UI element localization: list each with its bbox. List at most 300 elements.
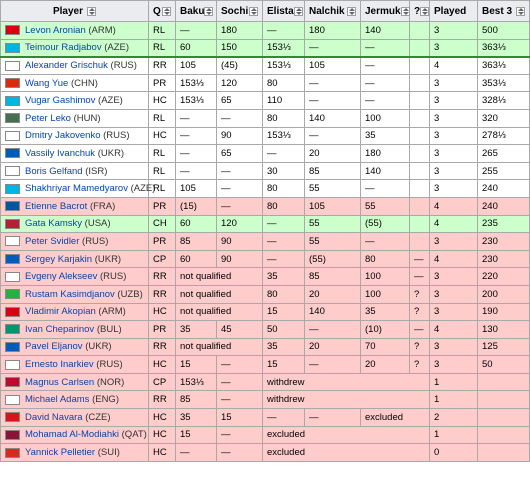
table-row: [1, 109, 530, 127]
qat-flag-icon: [5, 430, 20, 440]
played-cell: 3: [430, 127, 478, 145]
baku-cell: 60: [176, 39, 217, 57]
player-cell: [1, 338, 149, 356]
unknown-cell: —: [410, 321, 430, 339]
best3-cell: 328⅓: [478, 92, 530, 110]
q-cell: HC: [149, 356, 176, 374]
player-name: [25, 42, 129, 53]
nalchik-cell: —: [305, 409, 361, 427]
table-row: [1, 145, 530, 163]
player-link[interactable]: Levon Aronian: [25, 24, 86, 36]
player-name: [25, 218, 111, 229]
table-row: [1, 373, 530, 391]
jermuk-cell: 100: [361, 285, 410, 303]
table-row: [1, 39, 530, 57]
table-row: [1, 391, 530, 409]
unknown-cell: [410, 57, 430, 75]
nalchik-cell: 85: [305, 162, 361, 180]
nalchik-cell: 105: [305, 197, 361, 215]
player-cell: [1, 127, 149, 145]
country-code: (QAT): [121, 429, 147, 441]
player-link[interactable]: Wang Yue: [25, 77, 69, 89]
played-cell: 3: [430, 145, 478, 163]
country-code: (UKR): [85, 341, 112, 353]
player-cell: [1, 92, 149, 110]
player-cell: [1, 162, 149, 180]
player-cell: [1, 356, 149, 374]
col-nalchik-label: Nalchik: [309, 5, 345, 17]
player-name: [25, 359, 123, 370]
nalchik-cell: 180: [305, 22, 361, 40]
q-cell: PR: [149, 233, 176, 251]
not-qualified-cell: not qualified: [176, 338, 263, 356]
q-cell: CP: [149, 250, 176, 268]
best3-cell: 265: [478, 145, 530, 163]
q-cell: CP: [149, 373, 176, 391]
player-cell: [1, 233, 149, 251]
baku-cell: —: [176, 145, 217, 163]
jermuk-cell: 80: [361, 250, 410, 268]
player-cell: [1, 109, 149, 127]
baku-cell: 60: [176, 215, 217, 233]
q-cell: PR: [149, 197, 176, 215]
col-q[interactable]: [149, 1, 176, 22]
player-cell: [1, 268, 149, 286]
player-name: [25, 377, 124, 388]
player-cell: [1, 197, 149, 215]
nalchik-cell: 20: [305, 285, 361, 303]
elista-cell: 50: [263, 321, 305, 339]
sochi-cell: —: [217, 391, 263, 409]
table-row: [1, 57, 530, 75]
withdrew-cell: withdrew: [263, 391, 430, 409]
table-row: [1, 215, 530, 233]
player-name: [25, 183, 155, 194]
baku-cell: 105: [176, 180, 217, 198]
baku-cell: —: [176, 22, 217, 40]
table-row: [1, 162, 530, 180]
q-cell: RL: [149, 109, 176, 127]
header-row: [1, 1, 530, 22]
played-cell: 3: [430, 303, 478, 321]
sochi-cell: 45: [217, 321, 263, 339]
played-cell: 3: [430, 92, 478, 110]
player-cell: [1, 145, 149, 163]
baku-cell: —: [176, 162, 217, 180]
baku-cell: —: [176, 444, 217, 462]
q-cell: HC: [149, 303, 176, 321]
ukr-flag-icon: [5, 342, 20, 352]
unknown-cell: —: [410, 250, 430, 268]
player-name: [25, 95, 123, 106]
player-name: [25, 271, 126, 282]
baku-cell: 105: [176, 57, 217, 75]
elista-cell: 110: [263, 92, 305, 110]
col-elista[interactable]: [263, 1, 305, 22]
player-cell: [1, 39, 149, 57]
best3-cell: 320: [478, 109, 530, 127]
played-cell: 0: [430, 444, 478, 462]
played-cell: 3: [430, 233, 478, 251]
sochi-cell: 90: [217, 127, 263, 145]
baku-cell: —: [176, 127, 217, 145]
player-link[interactable]: Vladimir Akopian: [25, 306, 96, 318]
played-cell: 3: [430, 39, 478, 57]
uzb-flag-icon: [5, 289, 20, 299]
jermuk-cell: 180: [361, 145, 410, 163]
baku-cell: (15): [176, 197, 217, 215]
sort-icon[interactable]: [420, 7, 429, 16]
played-cell: 3: [430, 109, 478, 127]
best3-cell: 130: [478, 321, 530, 339]
player-name: [25, 78, 98, 89]
jermuk-cell: 55: [361, 197, 410, 215]
country-code: (HUN): [73, 112, 101, 124]
sochi-cell: 65: [217, 92, 263, 110]
elista-cell: 35: [263, 338, 305, 356]
best3-cell: 240: [478, 197, 530, 215]
elista-cell: 35: [263, 268, 305, 286]
table-row: [1, 338, 530, 356]
sochi-cell: —: [217, 109, 263, 127]
fra-flag-icon: [5, 201, 20, 211]
sochi-cell: —: [217, 356, 263, 374]
played-cell: 2: [430, 409, 478, 427]
unknown-cell: ?: [410, 285, 430, 303]
country-code: (ARM): [88, 24, 116, 36]
player-name: [25, 289, 143, 300]
elista-cell: 15: [263, 356, 305, 374]
col-baku[interactable]: [176, 1, 217, 22]
played-cell: 3: [430, 162, 478, 180]
sort-icon[interactable]: [294, 7, 303, 16]
player-cell: [1, 57, 149, 75]
played-cell: 3: [430, 268, 478, 286]
player-link[interactable]: Pavel Eljanov: [25, 341, 83, 353]
best3-cell: 235: [478, 215, 530, 233]
aze-flag-icon: [5, 184, 20, 194]
best3-cell: 230: [478, 250, 530, 268]
player-link[interactable]: Ernesto Inarkiev: [25, 359, 94, 371]
jermuk-cell: —: [361, 233, 410, 251]
played-cell: 3: [430, 74, 478, 92]
sui-flag-icon: [5, 448, 20, 458]
hun-flag-icon: [5, 113, 20, 123]
player-link[interactable]: Sergey Karjakin: [25, 253, 93, 265]
baku-cell: 85: [176, 391, 217, 409]
sochi-cell: 150: [217, 39, 263, 57]
elista-cell: 80: [263, 180, 305, 198]
unknown-cell: [410, 180, 430, 198]
col-sochi-label: Sochi: [221, 5, 249, 17]
played-cell: 1: [430, 426, 478, 444]
jermuk-cell: 35: [361, 303, 410, 321]
sochi-cell: 15: [217, 409, 263, 427]
country-code: (AZE): [104, 42, 130, 54]
table-row: [1, 303, 530, 321]
sort-icon[interactable]: [401, 7, 410, 16]
nalchik-cell: 85: [305, 268, 361, 286]
sochi-cell: 180: [217, 22, 263, 40]
country-code: (USA): [84, 218, 111, 230]
q-cell: CH: [149, 215, 176, 233]
q-cell: RL: [149, 39, 176, 57]
elista-cell: 30: [263, 162, 305, 180]
player-cell: [1, 215, 149, 233]
aze-flag-icon: [5, 96, 20, 106]
best3-cell: [478, 391, 530, 409]
unknown-cell: [410, 145, 430, 163]
table-row: [1, 233, 530, 251]
sochi-cell: 90: [217, 233, 263, 251]
player-name: [25, 60, 137, 71]
player-cell: [1, 444, 149, 462]
country-code: (RUS): [103, 130, 130, 142]
player-link[interactable]: Michael Adams: [25, 394, 90, 406]
q-cell: RL: [149, 22, 176, 40]
player-link[interactable]: Evgeny Alekseev: [25, 271, 98, 283]
player-cell: [1, 426, 149, 444]
table-row: [1, 321, 530, 339]
col-jermuk-label: Jermuk: [365, 5, 401, 17]
sort-icon[interactable]: [516, 7, 525, 16]
not-qualified-cell: not qualified: [176, 303, 263, 321]
country-code: (RUS): [100, 271, 127, 283]
elista-cell: 153⅓: [263, 39, 305, 57]
elista-cell: 80: [263, 285, 305, 303]
baku-cell: —: [176, 109, 217, 127]
jermuk-cell: (55): [361, 215, 410, 233]
player-link[interactable]: Shakhriyar Mamedyarov: [25, 183, 128, 195]
elista-cell: —: [263, 409, 305, 427]
player-cell: [1, 250, 149, 268]
unknown-cell: ?: [410, 303, 430, 321]
player-name: [25, 341, 112, 352]
q-cell: HC: [149, 426, 176, 444]
country-code: (ARM): [98, 306, 126, 318]
player-cell: [1, 74, 149, 92]
bul-flag-icon: [5, 324, 20, 334]
country-code: (UKR): [94, 253, 122, 265]
baku-cell: 153⅓: [176, 74, 217, 92]
isr-flag-icon: [5, 166, 20, 176]
nalchik-cell: —: [305, 127, 361, 145]
player-link[interactable]: Ivan Cheparinov: [25, 323, 95, 335]
sochi-cell: 120: [217, 215, 263, 233]
best3-cell: 240: [478, 180, 530, 198]
baku-cell: 35: [176, 321, 217, 339]
player-link[interactable]: Magnus Carlsen: [25, 376, 95, 388]
q-cell: RR: [149, 57, 176, 75]
q-cell: RL: [149, 162, 176, 180]
sort-icon[interactable]: [87, 7, 96, 16]
col-played[interactable]: [430, 1, 478, 22]
jermuk-cell: 35: [361, 127, 410, 145]
player-link[interactable]: Alexander Grischuk: [25, 60, 108, 72]
table-row: [1, 74, 530, 92]
sochi-cell: 65: [217, 145, 263, 163]
rus-flag-icon: [5, 236, 20, 246]
nalchik-cell: 55: [305, 215, 361, 233]
table-row: [1, 268, 530, 286]
col-jermuk[interactable]: [361, 1, 410, 22]
cze-flag-icon: [5, 412, 20, 422]
player-cell: [1, 180, 156, 198]
ukr-flag-icon: [5, 254, 20, 264]
col-sochi[interactable]: [217, 1, 263, 22]
rus-flag-icon: [5, 61, 20, 71]
table-row: [1, 285, 530, 303]
played-cell: 3: [430, 285, 478, 303]
elista-cell: —: [263, 22, 305, 40]
nalchik-cell: 140: [305, 303, 361, 321]
player-link[interactable]: Vassily Ivanchuk: [25, 147, 96, 159]
player-link[interactable]: Gata Kamsky: [25, 218, 83, 230]
table-row: [1, 127, 530, 145]
country-code: (UKR): [97, 147, 125, 159]
played-cell: 3: [430, 356, 478, 374]
sochi-cell: —: [217, 426, 263, 444]
player-name: [25, 166, 107, 177]
played-cell: 1: [430, 373, 478, 391]
player-link[interactable]: Peter Svidler: [25, 235, 80, 247]
sochi-cell: —: [217, 444, 263, 462]
sochi-cell: —: [217, 373, 263, 391]
country-code: (UZB): [117, 288, 143, 300]
nalchik-cell: 105: [305, 57, 361, 75]
nor-flag-icon: [5, 377, 20, 387]
table-row: [1, 180, 530, 198]
sort-icon[interactable]: [204, 7, 213, 16]
elista-cell: —: [263, 250, 305, 268]
unknown-cell: [410, 39, 430, 57]
player-link[interactable]: Yannick Pelletier: [25, 447, 96, 459]
country-code: (ENG): [92, 394, 119, 406]
country-code: (BUL): [96, 323, 122, 335]
jermuk-cell: 140: [361, 22, 410, 40]
col-player-label: Player: [52, 5, 84, 17]
elista-cell: —: [263, 145, 305, 163]
played-cell: 3: [430, 338, 478, 356]
nalchik-cell: 55: [305, 180, 361, 198]
baku-cell: 35: [176, 409, 217, 427]
sochi-cell: 90: [217, 250, 263, 268]
q-cell: RR: [149, 268, 176, 286]
chn-flag-icon: [5, 78, 20, 88]
sochi-cell: 120: [217, 74, 263, 92]
jermuk-cell: 100: [361, 109, 410, 127]
player-name: [25, 25, 116, 36]
sort-icon[interactable]: [162, 7, 171, 16]
nalchik-cell: —: [305, 321, 361, 339]
sort-icon[interactable]: [249, 7, 258, 16]
played-cell: 4: [430, 250, 478, 268]
player-link[interactable]: Teimour Radjabov: [25, 42, 102, 54]
unknown-cell: ?: [410, 356, 430, 374]
best3-cell: [478, 426, 530, 444]
best3-cell: 353⅓: [478, 74, 530, 92]
player-cell: [1, 321, 149, 339]
nalchik-cell: —: [305, 356, 361, 374]
jermuk-cell: 20: [361, 356, 410, 374]
player-name: [25, 236, 108, 247]
player-link[interactable]: Vugar Gashimov: [25, 95, 96, 107]
country-code: (CHN): [70, 77, 98, 89]
ukr-flag-icon: [5, 148, 20, 158]
player-cell: [1, 373, 149, 391]
q-cell: HC: [149, 444, 176, 462]
best3-cell: 220: [478, 268, 530, 286]
jermuk-cell: —: [361, 180, 410, 198]
arm-flag-icon: [5, 307, 20, 317]
col-nalchik[interactable]: [305, 1, 361, 22]
q-cell: HC: [149, 92, 176, 110]
q-cell: RR: [149, 285, 176, 303]
player-link[interactable]: Rustam Kasimdjanov: [25, 288, 115, 300]
table-row: [1, 22, 530, 40]
baku-cell: 15: [176, 356, 217, 374]
played-cell: 1: [430, 391, 478, 409]
col-best3[interactable]: [478, 1, 530, 22]
not-qualified-cell: not qualified: [176, 285, 263, 303]
table-row: [1, 197, 530, 215]
baku-cell: 60: [176, 250, 217, 268]
best3-cell: 278⅓: [478, 127, 530, 145]
unknown-cell: [410, 22, 430, 40]
best3-cell: 363⅓: [478, 57, 530, 75]
q-cell: HC: [149, 409, 176, 427]
player-cell: [1, 285, 149, 303]
player-link[interactable]: Peter Leko: [25, 112, 71, 124]
jermuk-cell: 100: [361, 268, 410, 286]
col-player[interactable]: [1, 1, 149, 22]
col-unknown-label: ?: [414, 5, 421, 17]
player-link[interactable]: Boris Gelfand: [25, 165, 83, 177]
player-name: [25, 306, 126, 317]
q-cell: RL: [149, 145, 176, 163]
excluded-cell: excluded: [361, 409, 430, 427]
best3-cell: [478, 409, 530, 427]
nalchik-cell: —: [305, 39, 361, 57]
player-cell: [1, 22, 149, 40]
unknown-cell: [410, 109, 430, 127]
nalchik-cell: 20: [305, 145, 361, 163]
player-name: [25, 113, 101, 124]
unknown-cell: [410, 74, 430, 92]
player-link[interactable]: Mohamad Al-Modiahki: [25, 429, 119, 441]
baku-cell: 85: [176, 233, 217, 251]
player-link[interactable]: Dmitry Jakovenko: [25, 130, 101, 142]
aze-flag-icon: [5, 43, 20, 53]
sort-icon[interactable]: [347, 7, 356, 16]
sochi-cell: —: [217, 180, 263, 198]
country-code: (RUS): [82, 235, 109, 247]
usa-flag-icon: [5, 219, 20, 229]
q-cell: PR: [149, 74, 176, 92]
player-name: [25, 130, 130, 141]
player-link[interactable]: Etienne Bacrot: [25, 200, 88, 212]
unknown-cell: [410, 215, 430, 233]
jermuk-cell: —: [361, 39, 410, 57]
elista-cell: —: [263, 233, 305, 251]
col-unknown[interactable]: [410, 1, 430, 22]
jermuk-cell: —: [361, 74, 410, 92]
standings-body: [1, 22, 530, 462]
table-row: [1, 409, 530, 427]
unknown-cell: —: [410, 268, 430, 286]
player-link[interactable]: David Navara: [25, 411, 83, 423]
unknown-cell: [410, 92, 430, 110]
